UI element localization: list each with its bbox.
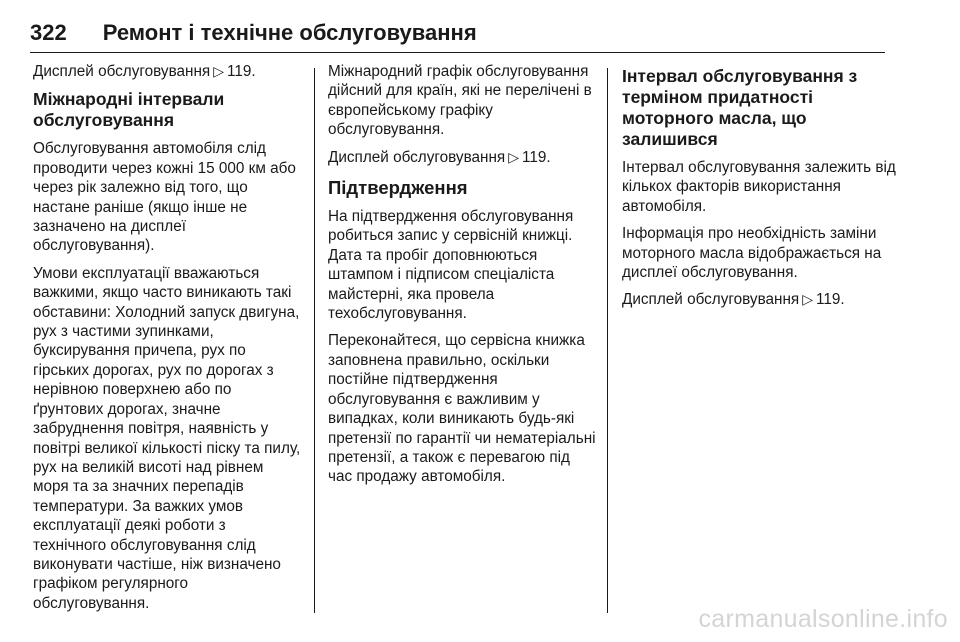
page-number: 322 <box>30 20 67 45</box>
page-header <box>30 18 885 53</box>
service-display-reference <box>33 62 301 81</box>
reference-link[interactable]: 119. <box>227 63 256 80</box>
chapter-title: Ремонт і технічне обслуговування <box>102 20 477 45</box>
chevron-right-icon: ▷ <box>802 291 813 308</box>
paragraph: Міжнародний графік обслуговування дійсний для країн, які не перелічені в європейському графіку обслуговування. <box>328 63 592 139</box>
paragraph: Обслуговування автомобіля слід проводити через кожні 15 000 км або через рік залежно від того, що настане раніше (якщо інше не зазначено на дисплеї обслуговування). <box>33 140 296 255</box>
paragraph: Умови експлуатації вважаються важкими, якщо часто виникають такі обставини: Холодний запуск двигуна, рух з частими зупинками, буксирування причепа, рух по гірських дорогах, рух по дорогах з нерівною поверхнею або по ґрунтових дорогах, значне забруднення повітря, наявність у повітрі великої кількості піску та пилу, рух на великій висоті над рівнем моря та за значних перепадів температури. За важких умов експлуатації деякі роботи з технічного обслуговування слід виконувати частіше, ніж визначено графіком регулярного обслуговування. <box>33 264 301 612</box>
column-divider <box>314 68 315 613</box>
column-2 <box>328 62 598 495</box>
reference-text: Дисплей обслуговування <box>33 63 211 80</box>
column-divider <box>607 68 608 613</box>
service-display-reference <box>622 290 897 309</box>
watermark: carmanualsonline.info <box>698 605 948 633</box>
reference-link[interactable]: 119. <box>522 148 551 166</box>
section-heading: Підтвердження <box>328 177 468 199</box>
chevron-right-icon: ▷ <box>508 148 519 165</box>
paragraph: Інтервал обслуговування залежить від кількох факторів використання автомобіля. <box>622 159 896 215</box>
paragraph: Переконайтеся, що сервісна книжка заповнена правильно, оскільки постійне підтвердження обслуговування є важливим у випадках, коли виникають будь-які претензії по гарантії чи нематеріальні претензії, а також є перевагою під час продажу автомобіля. <box>328 332 596 486</box>
column-1 <box>33 62 301 621</box>
reference-link[interactable]: 119. <box>816 291 845 309</box>
section-heading: Інтервал обслуговування з терміном придатності моторного масла, що залишився <box>622 66 858 149</box>
service-display-reference <box>328 148 598 167</box>
reference-text: Дисплей обслуговування <box>328 148 506 166</box>
section-heading: Міжнародні інтервали обслуговування <box>33 89 225 131</box>
paragraph: Інформація про необхідність заміни моторного масла відображається на дисплеї обслуговування. <box>622 225 882 282</box>
paragraph: На підтвердження обслуговування робиться запис у сервісній книжці. Дата та пробіг доповнюються штампом і підписом спеціаліста майстерні, яка провела техобслуговування. <box>328 208 574 323</box>
reference-text: Дисплей обслуговування <box>622 291 800 309</box>
column-3 <box>622 62 897 318</box>
chevron-right-icon: ▷ <box>213 63 224 79</box>
